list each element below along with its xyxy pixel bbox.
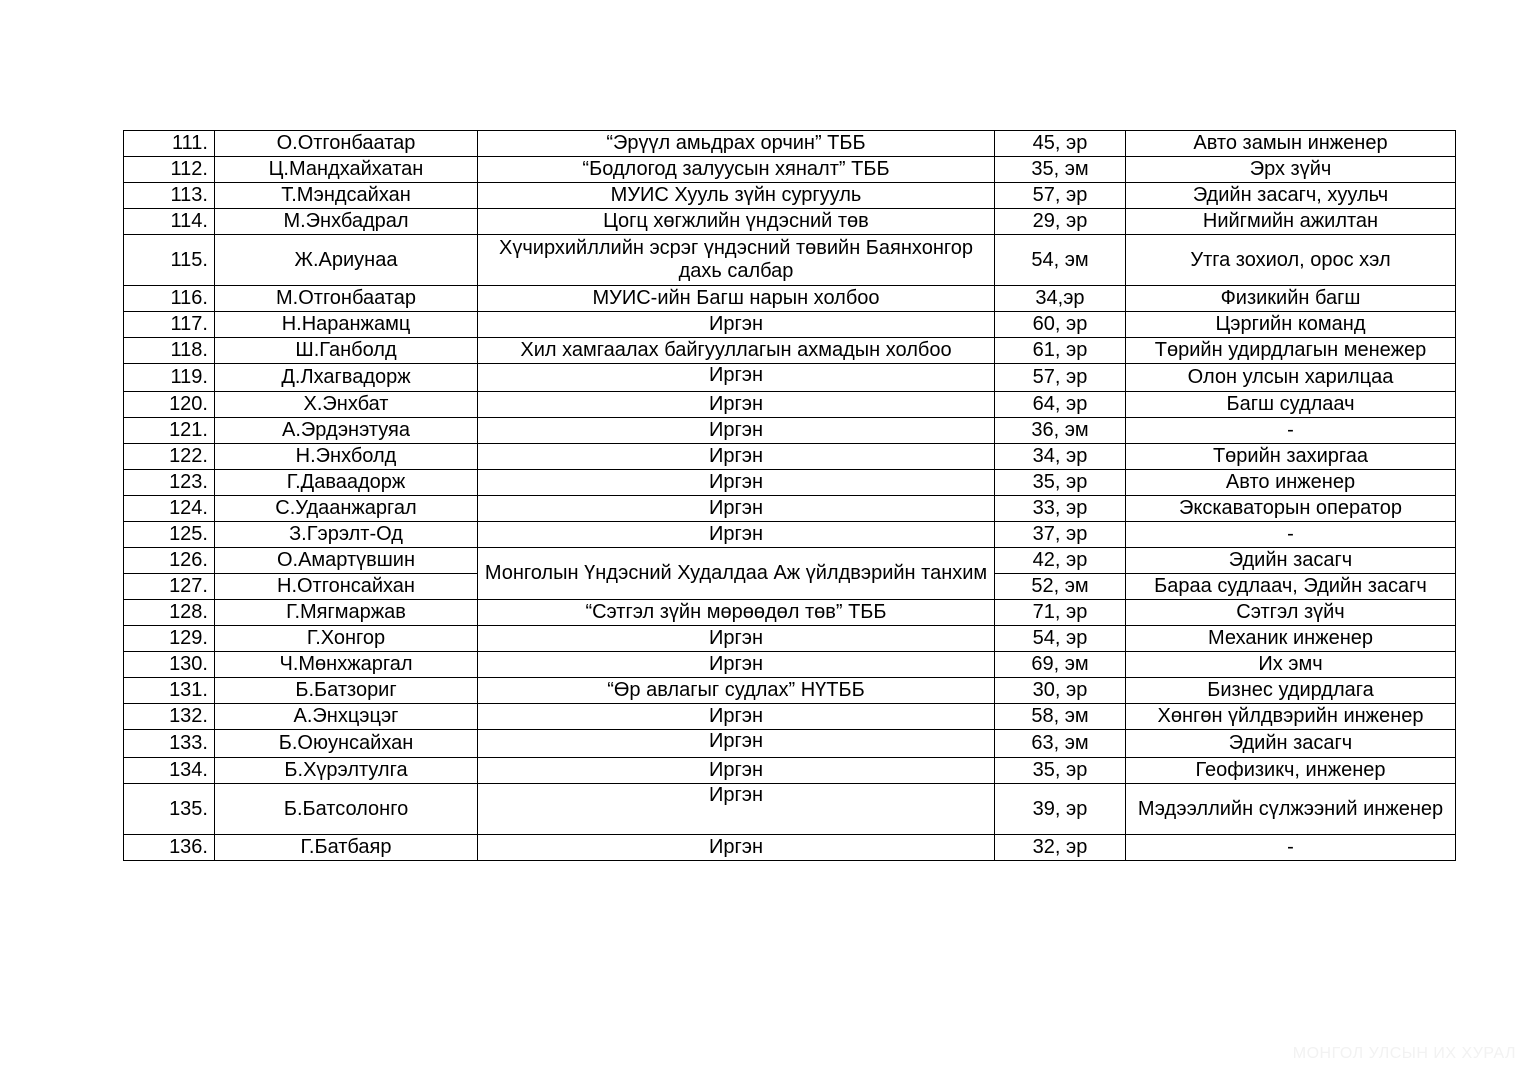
profession: Физикийн багш: [1126, 286, 1456, 312]
age-gender: 63, эм: [995, 730, 1126, 758]
person-name: Ц.Мандхайхатан: [215, 157, 478, 183]
table-row: [124, 600, 1456, 626]
organization: Иргэн: [478, 784, 995, 835]
organization: “Өр авлагыг судлах” НҮТББ: [478, 678, 995, 704]
row-number: 113.: [124, 183, 215, 209]
profession: Эдийн засагч, хуульч: [1126, 183, 1456, 209]
row-number: 111.: [124, 131, 215, 157]
row-number: 132.: [124, 704, 215, 730]
person-name: Н.Энхболд: [215, 444, 478, 470]
person-name: С.Удаанжаргал: [215, 496, 478, 522]
table-row: [124, 157, 1456, 183]
profession: Бараа судлаач, Эдийн засагч: [1126, 574, 1456, 600]
table-row: [124, 470, 1456, 496]
person-name: Б.Оюунсайхан: [215, 730, 478, 758]
organization: Хүчирхийллийн эсрэг үндэсний төвийн Баянхонгор дахь салбар: [478, 235, 995, 286]
person-name: О.Отгонбаатар: [215, 131, 478, 157]
table-row: [124, 312, 1456, 338]
row-number: 112.: [124, 157, 215, 183]
organization: Хил хамгаалах байгууллагын ахмадын холбоо: [478, 338, 995, 364]
profession: -: [1126, 835, 1456, 861]
profession: -: [1126, 522, 1456, 548]
table-row: [124, 183, 1456, 209]
age-gender: 60, эр: [995, 312, 1126, 338]
person-name: Ш.Ганболд: [215, 338, 478, 364]
table-row: [124, 678, 1456, 704]
row-number: 134.: [124, 758, 215, 784]
row-number: 127.: [124, 574, 215, 600]
person-name: Х.Энхбат: [215, 392, 478, 418]
organization: Иргэн: [478, 522, 995, 548]
table-row: [124, 730, 1456, 758]
age-gender: 57, эр: [995, 183, 1126, 209]
organization: Иргэн: [478, 392, 995, 418]
profession: Багш судлаач: [1126, 392, 1456, 418]
table-row: [124, 496, 1456, 522]
row-number: 136.: [124, 835, 215, 861]
profession: Төрийн удирдлагын менежер: [1126, 338, 1456, 364]
table-row: [124, 364, 1456, 392]
table-row: [124, 784, 1456, 835]
age-gender: 54, эр: [995, 626, 1126, 652]
profession: -: [1126, 418, 1456, 444]
age-gender: 35, эм: [995, 157, 1126, 183]
row-number: 126.: [124, 548, 215, 574]
age-gender: 35, эр: [995, 470, 1126, 496]
row-number: 118.: [124, 338, 215, 364]
person-name: Г.Хонгор: [215, 626, 478, 652]
age-gender: 33, эр: [995, 496, 1126, 522]
profession: Олон улсын харилцаа: [1126, 364, 1456, 392]
person-name: Б.Хүрэлтулга: [215, 758, 478, 784]
person-name: Ч.Мөнхжаргал: [215, 652, 478, 678]
person-name: Ж.Ариунаа: [215, 235, 478, 286]
table-row: [124, 131, 1456, 157]
person-name: А.Энхцэцэг: [215, 704, 478, 730]
table-row: [124, 522, 1456, 548]
person-name: Н.Наранжамц: [215, 312, 478, 338]
age-gender: 39, эр: [995, 784, 1126, 835]
table-row: [124, 392, 1456, 418]
table-row: [124, 444, 1456, 470]
age-gender: 36, эм: [995, 418, 1126, 444]
profession: Экскаваторын оператор: [1126, 496, 1456, 522]
organization: “Сэтгэл зүйн мөрөөдөл төв” ТББ: [478, 600, 995, 626]
age-gender: 58, эм: [995, 704, 1126, 730]
row-number: 122.: [124, 444, 215, 470]
row-number: 124.: [124, 496, 215, 522]
table-row: [124, 626, 1456, 652]
profession: Цэргийн команд: [1126, 312, 1456, 338]
age-gender: 35, эр: [995, 758, 1126, 784]
row-number: 128.: [124, 600, 215, 626]
age-gender: 30, эр: [995, 678, 1126, 704]
person-name: Г.Даваадорж: [215, 470, 478, 496]
organization: МУИС Хууль зүйн сургууль: [478, 183, 995, 209]
row-number: 130.: [124, 652, 215, 678]
profession: Нийгмийн ажилтан: [1126, 209, 1456, 235]
organization: МУИС-ийн Багш нарын холбоо: [478, 286, 995, 312]
table-row: [124, 418, 1456, 444]
table-row: [124, 235, 1456, 286]
age-gender: 45, эр: [995, 131, 1126, 157]
organization: Иргэн: [478, 652, 995, 678]
age-gender: 29, эр: [995, 209, 1126, 235]
row-number: 117.: [124, 312, 215, 338]
participants-table: [123, 130, 1456, 861]
table-row: [124, 704, 1456, 730]
organization: “Бодлогод залуусын хяналт” ТББ: [478, 157, 995, 183]
age-gender: 61, эр: [995, 338, 1126, 364]
organization: Иргэн: [478, 626, 995, 652]
profession: Эдийн засагч: [1126, 730, 1456, 758]
person-name: Б.Батсолонго: [215, 784, 478, 835]
person-name: М.Отгонбаатар: [215, 286, 478, 312]
row-number: 116.: [124, 286, 215, 312]
table-row: [124, 338, 1456, 364]
person-name: Н.Отгонсайхан: [215, 574, 478, 600]
table-row: [124, 758, 1456, 784]
row-number: 133.: [124, 730, 215, 758]
watermark: МОНГОЛ УЛСЫН ИХ ХУРАЛ: [1292, 1045, 1516, 1062]
table-row: [124, 286, 1456, 312]
organization: Иргэн: [478, 758, 995, 784]
row-number: 123.: [124, 470, 215, 496]
organization: Монголын Үндэсний Худалдаа Аж үйлдвэрийн танхим: [478, 548, 995, 600]
organization: Иргэн: [478, 470, 995, 496]
person-name: М.Энхбадрал: [215, 209, 478, 235]
table-row: [124, 652, 1456, 678]
organization: Иргэн: [478, 835, 995, 861]
organization: Иргэн: [478, 418, 995, 444]
row-number: 120.: [124, 392, 215, 418]
organization: Иргэн: [478, 364, 995, 392]
organization: Иргэн: [478, 496, 995, 522]
person-name: Г.Батбаяр: [215, 835, 478, 861]
organization: Иргэн: [478, 730, 995, 758]
row-number: 119.: [124, 364, 215, 392]
profession: Авто инженер: [1126, 470, 1456, 496]
age-gender: 34,эр: [995, 286, 1126, 312]
organization: Иргэн: [478, 704, 995, 730]
table-row: [124, 835, 1456, 861]
profession: Сэтгэл зүйч: [1126, 600, 1456, 626]
person-name: О.Амартүвшин: [215, 548, 478, 574]
person-name: Г.Мягмаржав: [215, 600, 478, 626]
row-number: 114.: [124, 209, 215, 235]
row-number: 115.: [124, 235, 215, 286]
profession: Хөнгөн үйлдвэрийн инженер: [1126, 704, 1456, 730]
row-number: 129.: [124, 626, 215, 652]
age-gender: 57, эр: [995, 364, 1126, 392]
age-gender: 71, эр: [995, 600, 1126, 626]
profession: Бизнес удирдлага: [1126, 678, 1456, 704]
person-name: Д.Лхагвадорж: [215, 364, 478, 392]
profession: Их эмч: [1126, 652, 1456, 678]
row-number: 131.: [124, 678, 215, 704]
organization: Иргэн: [478, 312, 995, 338]
person-name: З.Гэрэлт-Од: [215, 522, 478, 548]
profession: Төрийн захиргаа: [1126, 444, 1456, 470]
profession: Авто замын инженер: [1126, 131, 1456, 157]
age-gender: 42, эр: [995, 548, 1126, 574]
profession: Мэдээллийн сүлжээний инженер: [1126, 784, 1456, 835]
profession: Эрх зүйч: [1126, 157, 1456, 183]
profession: Механик инженер: [1126, 626, 1456, 652]
age-gender: 69, эм: [995, 652, 1126, 678]
profession: Геофизикч, инженер: [1126, 758, 1456, 784]
organization: Цогц хөгжлийн үндэсний төв: [478, 209, 995, 235]
organization: “Эрүүл амьдрах орчин” ТББ: [478, 131, 995, 157]
age-gender: 34, эр: [995, 444, 1126, 470]
table-row: [124, 209, 1456, 235]
age-gender: 64, эр: [995, 392, 1126, 418]
profession: Утга зохиол, орос хэл: [1126, 235, 1456, 286]
organization: Иргэн: [478, 444, 995, 470]
person-name: Б.Батзориг: [215, 678, 478, 704]
table-row: [124, 548, 1456, 574]
row-number: 121.: [124, 418, 215, 444]
row-number: 135.: [124, 784, 215, 835]
row-number: 125.: [124, 522, 215, 548]
age-gender: 37, эр: [995, 522, 1126, 548]
profession: Эдийн засагч: [1126, 548, 1456, 574]
age-gender: 32, эр: [995, 835, 1126, 861]
age-gender: 54, эм: [995, 235, 1126, 286]
person-name: Т.Мэндсайхан: [215, 183, 478, 209]
age-gender: 52, эм: [995, 574, 1126, 600]
person-name: А.Эрдэнэтуяа: [215, 418, 478, 444]
